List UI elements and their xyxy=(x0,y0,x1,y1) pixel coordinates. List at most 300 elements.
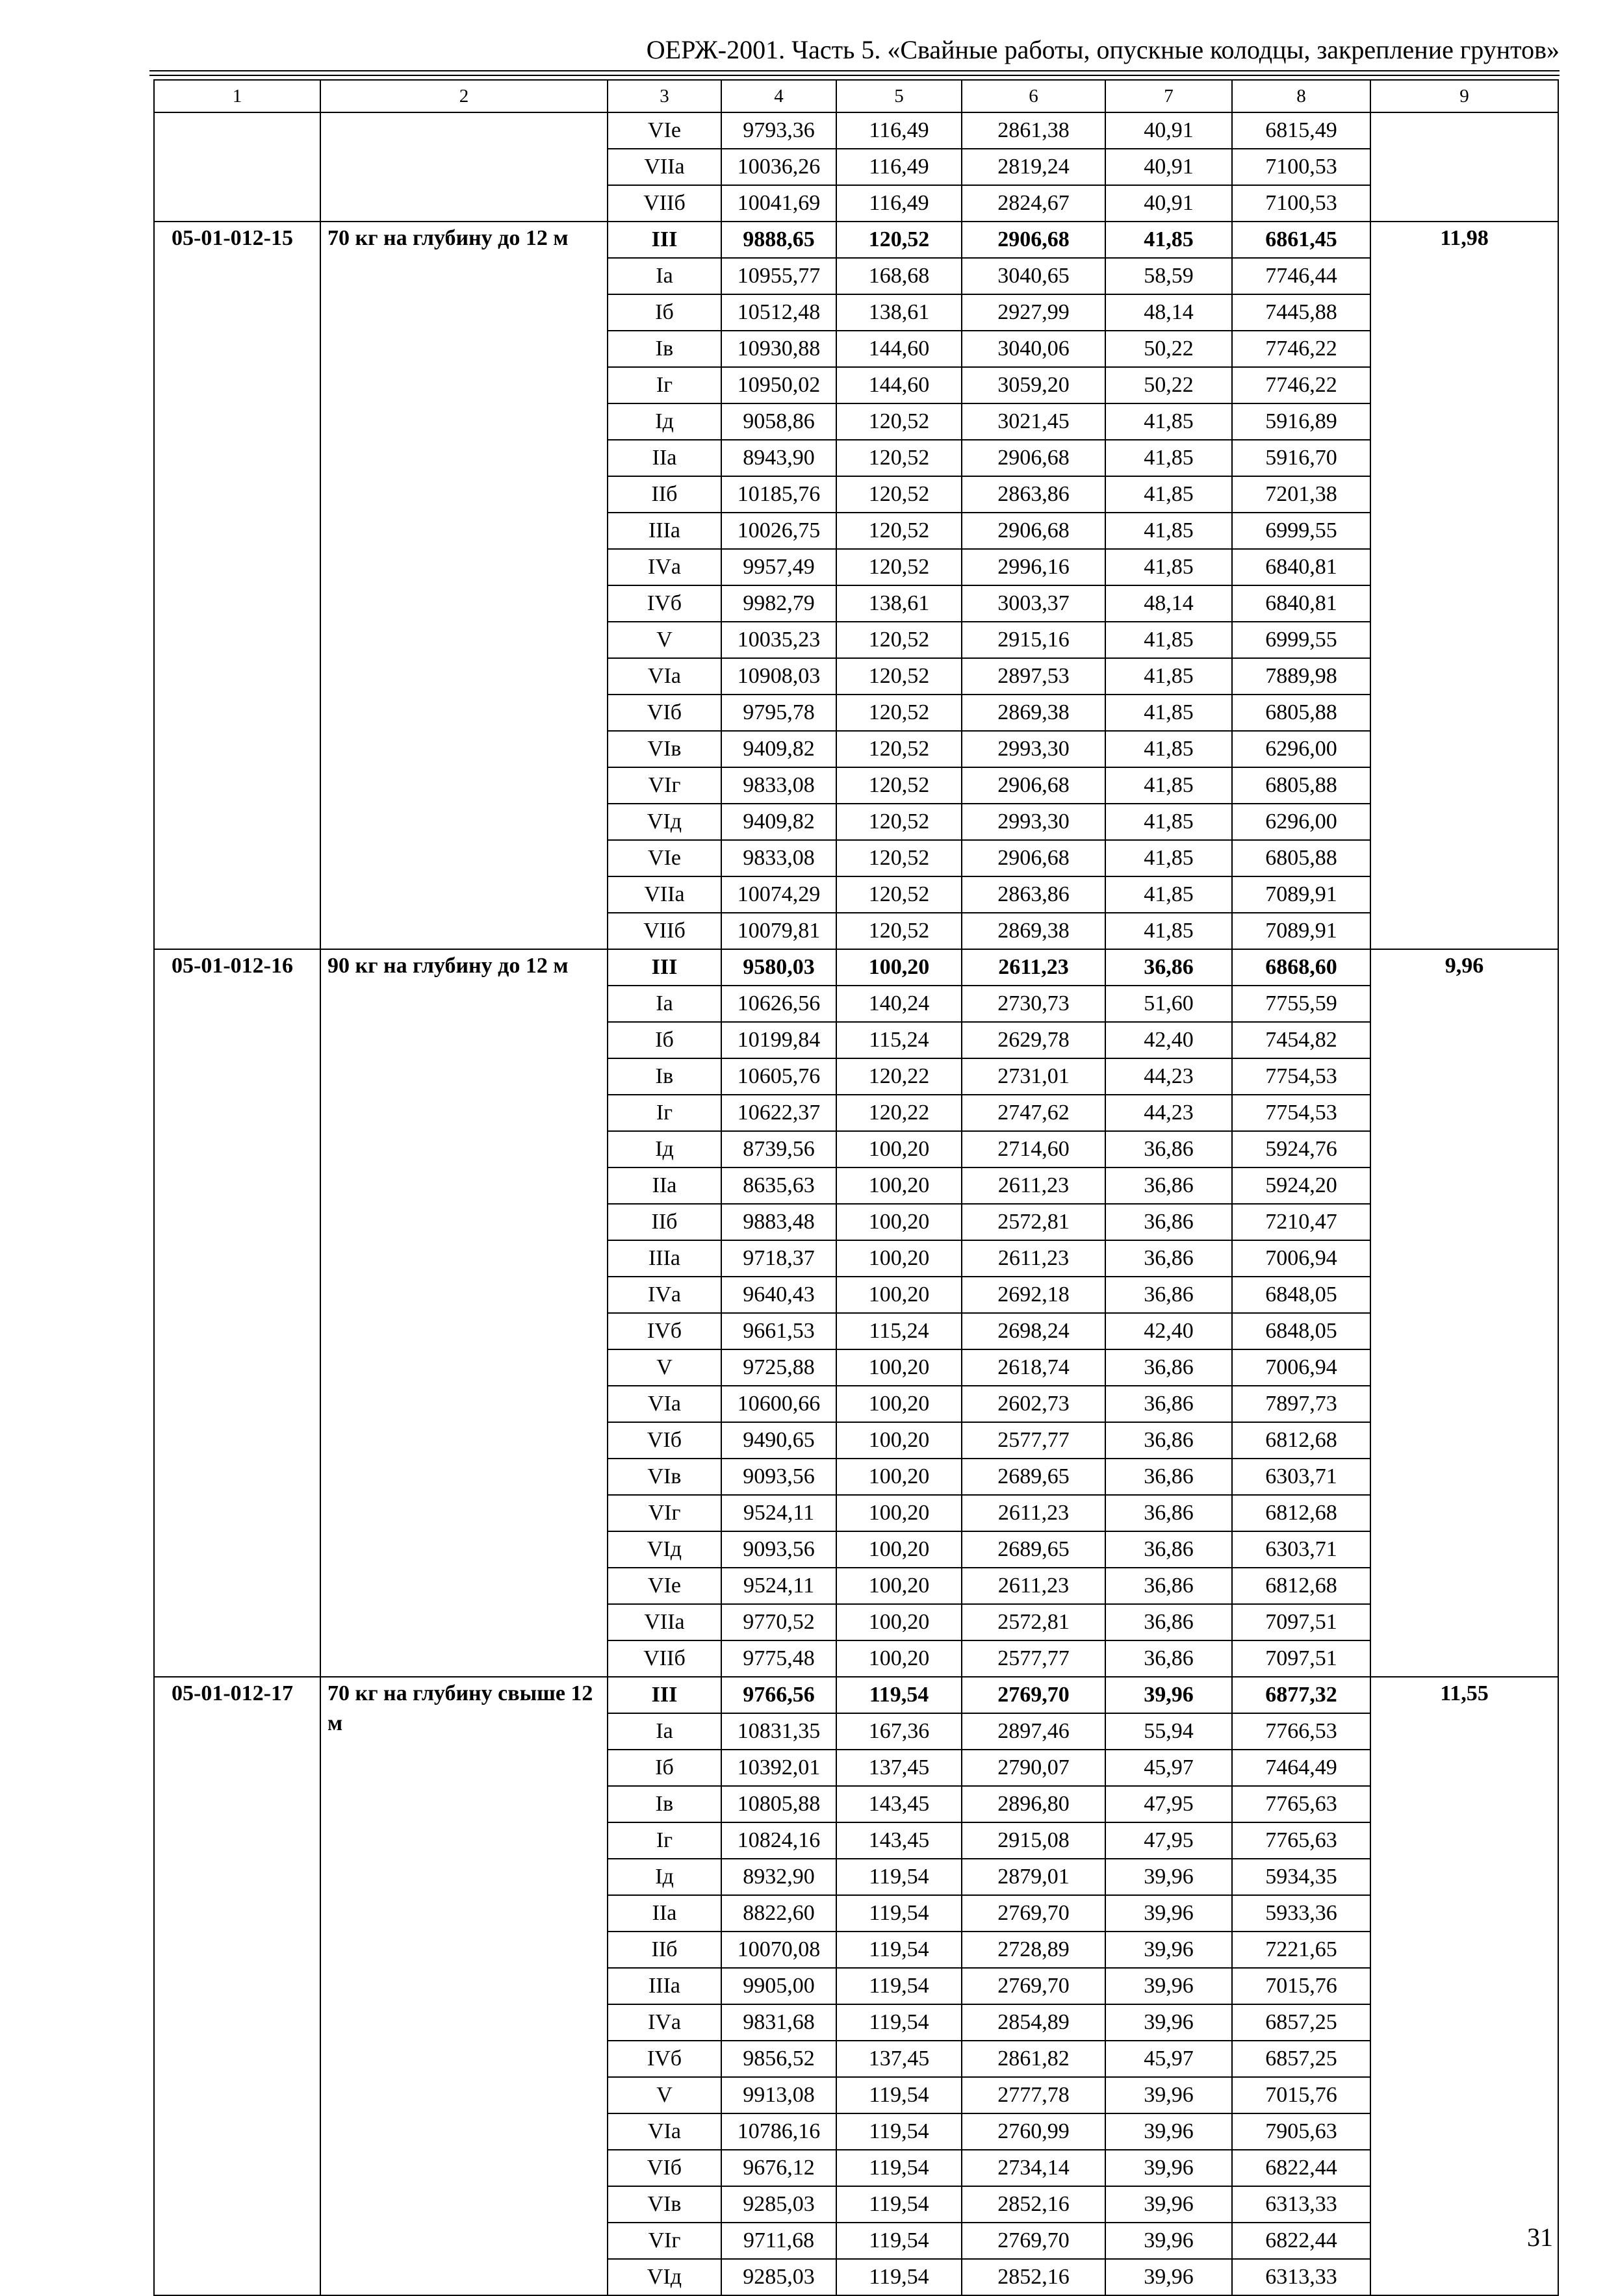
operator-wages-cell: 41,85 xyxy=(1105,695,1232,731)
zone-cell: IIа xyxy=(608,440,721,476)
wages-cell: 119,54 xyxy=(836,2223,962,2259)
wages-cell: 119,54 xyxy=(836,2150,962,2186)
machines-cell: 2897,53 xyxy=(962,658,1105,695)
operator-wages-cell: 41,85 xyxy=(1105,549,1232,585)
machines-cell: 2769,70 xyxy=(962,1677,1105,1713)
wages-cell: 119,54 xyxy=(836,1895,962,1932)
wages-cell: 100,20 xyxy=(836,1240,962,1277)
rate-description: 70 кг на глубину свыше 12 м xyxy=(320,1677,608,2295)
wages-cell: 144,60 xyxy=(836,331,962,367)
machines-cell: 2629,78 xyxy=(962,1022,1105,1058)
wages-cell: 138,61 xyxy=(836,585,962,622)
machines-cell: 2714,60 xyxy=(962,1131,1105,1167)
total-cost-cell: 9640,43 xyxy=(721,1277,836,1313)
operator-wages-cell: 41,85 xyxy=(1105,731,1232,767)
total-cost-cell: 10950,02 xyxy=(721,367,836,403)
zone-cell: Iд xyxy=(608,403,721,440)
wages-cell: 100,20 xyxy=(836,1422,962,1459)
machines-cell: 2906,68 xyxy=(962,840,1105,876)
wages-cell: 120,52 xyxy=(836,658,962,695)
zone-cell: Iг xyxy=(608,1822,721,1859)
machines-cell: 2572,81 xyxy=(962,1604,1105,1640)
zone-cell: VIб xyxy=(608,695,721,731)
wages-cell: 120,52 xyxy=(836,695,962,731)
zone-cell: VIе xyxy=(608,840,721,876)
column-number: 2 xyxy=(320,80,608,112)
total-cost-cell: 9913,08 xyxy=(721,2077,836,2113)
machines-cell: 2769,70 xyxy=(962,1895,1105,1932)
machines-cell: 2611,23 xyxy=(962,1568,1105,1604)
materials-cell: 6296,00 xyxy=(1232,731,1370,767)
zone-cell: Iд xyxy=(608,1131,721,1167)
zone-cell: Iв xyxy=(608,1786,721,1822)
operator-wages-cell: 36,86 xyxy=(1105,1422,1232,1459)
materials-cell: 7100,53 xyxy=(1232,149,1370,185)
wages-cell: 100,20 xyxy=(836,1277,962,1313)
wages-cell: 116,49 xyxy=(836,185,962,222)
operator-wages-cell: 36,86 xyxy=(1105,1349,1232,1386)
total-cost-cell: 8822,60 xyxy=(721,1895,836,1932)
total-cost-cell: 9285,03 xyxy=(721,2259,836,2295)
wages-cell: 119,54 xyxy=(836,2186,962,2223)
page-number: 31 xyxy=(1527,2223,1553,2252)
total-cost-cell: 9580,03 xyxy=(721,949,836,986)
total-cost-cell: 9661,53 xyxy=(721,1313,836,1349)
wages-cell: 100,20 xyxy=(836,1386,962,1422)
total-cost-cell: 9888,65 xyxy=(721,222,836,258)
zone-cell: VIе xyxy=(608,112,721,149)
machines-cell: 2897,46 xyxy=(962,1713,1105,1750)
total-cost-cell: 9856,52 xyxy=(721,2041,836,2077)
total-cost-cell: 9524,11 xyxy=(721,1495,836,1531)
materials-cell: 6812,68 xyxy=(1232,1568,1370,1604)
materials-cell: 5934,35 xyxy=(1232,1859,1370,1895)
zone-cell: Iв xyxy=(608,331,721,367)
materials-cell: 7201,38 xyxy=(1232,476,1370,513)
machines-cell: 2769,70 xyxy=(962,1968,1105,2004)
wages-cell: 120,52 xyxy=(836,622,962,658)
machines-cell: 2819,24 xyxy=(962,149,1105,185)
zone-cell: V xyxy=(608,622,721,658)
column-number: 8 xyxy=(1232,80,1370,112)
materials-cell: 6313,33 xyxy=(1232,2259,1370,2295)
rate-description: 70 кг на глубину до 12 м xyxy=(320,222,608,949)
labor-index xyxy=(1370,112,1558,222)
wages-cell: 137,45 xyxy=(836,1750,962,1786)
wages-cell: 120,52 xyxy=(836,840,962,876)
total-cost-cell: 9883,48 xyxy=(721,1204,836,1240)
total-cost-cell: 9058,86 xyxy=(721,403,836,440)
operator-wages-cell: 44,23 xyxy=(1105,1095,1232,1131)
machines-cell: 2769,70 xyxy=(962,2223,1105,2259)
total-cost-cell: 10079,81 xyxy=(721,913,836,949)
materials-cell: 7905,63 xyxy=(1232,2113,1370,2150)
total-cost-cell: 10041,69 xyxy=(721,185,836,222)
operator-wages-cell: 41,85 xyxy=(1105,440,1232,476)
zone-cell: VIIа xyxy=(608,876,721,913)
zone-cell: VIа xyxy=(608,2113,721,2150)
total-cost-cell: 10074,29 xyxy=(721,876,836,913)
operator-wages-cell: 39,96 xyxy=(1105,2004,1232,2041)
machines-cell: 2790,07 xyxy=(962,1750,1105,1786)
materials-cell: 7464,49 xyxy=(1232,1750,1370,1786)
machines-cell: 2734,14 xyxy=(962,2150,1105,2186)
zone-cell: VIIб xyxy=(608,185,721,222)
total-cost-cell: 10026,75 xyxy=(721,513,836,549)
machines-cell: 2689,65 xyxy=(962,1459,1105,1495)
wages-cell: 120,52 xyxy=(836,403,962,440)
materials-cell: 7765,63 xyxy=(1232,1786,1370,1822)
machines-cell: 2731,01 xyxy=(962,1058,1105,1095)
wages-cell: 140,24 xyxy=(836,986,962,1022)
zone-cell: IVа xyxy=(608,2004,721,2041)
labor-index: 9,96 xyxy=(1370,949,1558,1677)
materials-cell: 7746,44 xyxy=(1232,258,1370,294)
machines-cell: 2602,73 xyxy=(962,1386,1105,1422)
zone-cell: III xyxy=(608,949,721,986)
materials-cell: 6857,25 xyxy=(1232,2041,1370,2077)
materials-cell: 6840,81 xyxy=(1232,549,1370,585)
wages-cell: 119,54 xyxy=(836,2077,962,2113)
wages-cell: 119,54 xyxy=(836,2113,962,2150)
machines-cell: 2728,89 xyxy=(962,1932,1105,1968)
labor-index: 11,55 xyxy=(1370,1677,1558,2295)
column-number: 4 xyxy=(721,80,836,112)
operator-wages-cell: 39,96 xyxy=(1105,1677,1232,1713)
column-number-row xyxy=(154,80,1558,112)
wages-cell: 144,60 xyxy=(836,367,962,403)
wages-cell: 120,52 xyxy=(836,549,962,585)
operator-wages-cell: 39,96 xyxy=(1105,2259,1232,2295)
operator-wages-cell: 41,85 xyxy=(1105,403,1232,440)
zone-cell: IIа xyxy=(608,1167,721,1204)
total-cost-cell: 9409,82 xyxy=(721,804,836,840)
zone-cell: IIIа xyxy=(608,1240,721,1277)
operator-wages-cell: 36,86 xyxy=(1105,1240,1232,1277)
wages-cell: 119,54 xyxy=(836,2004,962,2041)
machines-cell: 2906,68 xyxy=(962,767,1105,804)
operator-wages-cell: 36,86 xyxy=(1105,1167,1232,1204)
wages-cell: 100,20 xyxy=(836,1459,962,1495)
rate-code: 05-01-012-15 xyxy=(154,222,320,949)
operator-wages-cell: 42,40 xyxy=(1105,1313,1232,1349)
operator-wages-cell: 36,86 xyxy=(1105,1495,1232,1531)
wages-cell: 120,52 xyxy=(836,513,962,549)
materials-cell: 7889,98 xyxy=(1232,658,1370,695)
total-cost-cell: 9770,52 xyxy=(721,1604,836,1640)
materials-cell: 5916,89 xyxy=(1232,403,1370,440)
materials-cell: 7097,51 xyxy=(1232,1604,1370,1640)
wages-cell: 100,20 xyxy=(836,1604,962,1640)
zone-cell: VIе xyxy=(608,1568,721,1604)
total-cost-cell: 10600,66 xyxy=(721,1386,836,1422)
machines-cell: 2896,80 xyxy=(962,1786,1105,1822)
total-cost-cell: 9833,08 xyxy=(721,767,836,804)
machines-cell: 2854,89 xyxy=(962,2004,1105,2041)
materials-cell: 5916,70 xyxy=(1232,440,1370,476)
materials-cell: 6812,68 xyxy=(1232,1495,1370,1531)
operator-wages-cell: 36,86 xyxy=(1105,949,1232,986)
wages-cell: 119,54 xyxy=(836,1677,962,1713)
machines-cell: 2577,77 xyxy=(962,1422,1105,1459)
wages-cell: 138,61 xyxy=(836,294,962,331)
total-cost-cell: 9793,36 xyxy=(721,112,836,149)
wages-cell: 116,49 xyxy=(836,149,962,185)
wages-cell: 119,54 xyxy=(836,1859,962,1895)
page-header: ОЕРЖ-2001. Часть 5. «Свайные работы, опускные колодцы, закрепление грунтов» xyxy=(646,35,1560,64)
materials-cell: 6313,33 xyxy=(1232,2186,1370,2223)
zone-cell: Iа xyxy=(608,258,721,294)
materials-cell: 7006,94 xyxy=(1232,1240,1370,1277)
materials-cell: 6805,88 xyxy=(1232,767,1370,804)
machines-cell: 2777,78 xyxy=(962,2077,1105,2113)
operator-wages-cell: 36,86 xyxy=(1105,1568,1232,1604)
rates-table xyxy=(153,79,1559,2296)
operator-wages-cell: 55,94 xyxy=(1105,1713,1232,1750)
materials-cell: 7766,53 xyxy=(1232,1713,1370,1750)
machines-cell: 2611,23 xyxy=(962,949,1105,986)
zone-cell: IVб xyxy=(608,1313,721,1349)
total-cost-cell: 10036,26 xyxy=(721,149,836,185)
machines-cell: 2730,73 xyxy=(962,986,1105,1022)
table-row xyxy=(154,112,1558,149)
total-cost-cell: 10605,76 xyxy=(721,1058,836,1095)
operator-wages-cell: 36,86 xyxy=(1105,1604,1232,1640)
rate-code xyxy=(154,112,320,222)
operator-wages-cell: 40,91 xyxy=(1105,149,1232,185)
operator-wages-cell: 42,40 xyxy=(1105,1022,1232,1058)
machines-cell: 2760,99 xyxy=(962,2113,1105,2150)
materials-cell: 5924,20 xyxy=(1232,1167,1370,1204)
wages-cell: 100,20 xyxy=(836,1568,962,1604)
total-cost-cell: 9831,68 xyxy=(721,2004,836,2041)
total-cost-cell: 10035,23 xyxy=(721,622,836,658)
total-cost-cell: 9711,68 xyxy=(721,2223,836,2259)
wages-cell: 120,52 xyxy=(836,767,962,804)
materials-cell: 7006,94 xyxy=(1232,1349,1370,1386)
materials-cell: 7445,88 xyxy=(1232,294,1370,331)
machines-cell: 2993,30 xyxy=(962,804,1105,840)
wages-cell: 115,24 xyxy=(836,1313,962,1349)
zone-cell: Iб xyxy=(608,1022,721,1058)
zone-cell: IVа xyxy=(608,549,721,585)
machines-cell: 2915,08 xyxy=(962,1822,1105,1859)
operator-wages-cell: 41,85 xyxy=(1105,222,1232,258)
machines-cell: 2879,01 xyxy=(962,1859,1105,1895)
total-cost-cell: 9093,56 xyxy=(721,1459,836,1495)
wages-cell: 120,52 xyxy=(836,731,962,767)
machines-cell: 3021,45 xyxy=(962,403,1105,440)
zone-cell: IIб xyxy=(608,1932,721,1968)
machines-cell: 2852,16 xyxy=(962,2186,1105,2223)
total-cost-cell: 9409,82 xyxy=(721,731,836,767)
materials-cell: 7015,76 xyxy=(1232,1968,1370,2004)
total-cost-cell: 9795,78 xyxy=(721,695,836,731)
operator-wages-cell: 36,86 xyxy=(1105,1131,1232,1167)
wages-cell: 115,24 xyxy=(836,1022,962,1058)
materials-cell: 6815,49 xyxy=(1232,112,1370,149)
total-cost-cell: 9957,49 xyxy=(721,549,836,585)
materials-cell: 7089,91 xyxy=(1232,913,1370,949)
wages-cell: 167,36 xyxy=(836,1713,962,1750)
materials-cell: 7746,22 xyxy=(1232,331,1370,367)
zone-cell: IIIа xyxy=(608,513,721,549)
zone-cell: Iа xyxy=(608,986,721,1022)
materials-cell: 7454,82 xyxy=(1232,1022,1370,1058)
machines-cell: 2993,30 xyxy=(962,731,1105,767)
materials-cell: 6840,81 xyxy=(1232,585,1370,622)
column-number: 6 xyxy=(962,80,1105,112)
machines-cell: 2747,62 xyxy=(962,1095,1105,1131)
machines-cell: 2698,24 xyxy=(962,1313,1105,1349)
materials-cell: 7100,53 xyxy=(1232,185,1370,222)
wages-cell: 168,68 xyxy=(836,258,962,294)
operator-wages-cell: 41,85 xyxy=(1105,513,1232,549)
materials-cell: 6877,32 xyxy=(1232,1677,1370,1713)
zone-cell: IIб xyxy=(608,1204,721,1240)
materials-cell: 6999,55 xyxy=(1232,513,1370,549)
rate-code: 05-01-012-17 xyxy=(154,1677,320,2295)
machines-cell: 2611,23 xyxy=(962,1240,1105,1277)
total-cost-cell: 10831,35 xyxy=(721,1713,836,1750)
materials-cell: 6805,88 xyxy=(1232,695,1370,731)
zone-cell: VIIб xyxy=(608,1640,721,1677)
zone-cell: VIв xyxy=(608,731,721,767)
zone-cell: VIд xyxy=(608,2259,721,2295)
zone-cell: V xyxy=(608,1349,721,1386)
header-rule-second xyxy=(149,75,1560,76)
materials-cell: 7089,91 xyxy=(1232,876,1370,913)
zone-cell: III xyxy=(608,1677,721,1713)
zone-cell: IIIа xyxy=(608,1968,721,2004)
materials-cell: 6999,55 xyxy=(1232,622,1370,658)
machines-cell: 2861,38 xyxy=(962,112,1105,149)
zone-cell: VIб xyxy=(608,1422,721,1459)
zone-cell: VIг xyxy=(608,1495,721,1531)
zone-cell: VIа xyxy=(608,1386,721,1422)
operator-wages-cell: 50,22 xyxy=(1105,367,1232,403)
total-cost-cell: 10626,56 xyxy=(721,986,836,1022)
total-cost-cell: 8635,63 xyxy=(721,1167,836,1204)
machines-cell: 2572,81 xyxy=(962,1204,1105,1240)
machines-cell: 2996,16 xyxy=(962,549,1105,585)
table-row xyxy=(154,1677,1558,1713)
zone-cell: VIд xyxy=(608,804,721,840)
machines-cell: 2906,68 xyxy=(962,440,1105,476)
zone-cell: IVа xyxy=(608,1277,721,1313)
total-cost-cell: 10392,01 xyxy=(721,1750,836,1786)
operator-wages-cell: 58,59 xyxy=(1105,258,1232,294)
operator-wages-cell: 36,86 xyxy=(1105,1204,1232,1240)
materials-cell: 6805,88 xyxy=(1232,840,1370,876)
total-cost-cell: 9285,03 xyxy=(721,2186,836,2223)
materials-cell: 7221,65 xyxy=(1232,1932,1370,1968)
machines-cell: 2577,77 xyxy=(962,1640,1105,1677)
table-body xyxy=(154,112,1558,2295)
materials-cell: 5924,76 xyxy=(1232,1131,1370,1167)
wages-cell: 120,52 xyxy=(836,804,962,840)
total-cost-cell: 10199,84 xyxy=(721,1022,836,1058)
total-cost-cell: 10070,08 xyxy=(721,1932,836,1968)
operator-wages-cell: 39,96 xyxy=(1105,2186,1232,2223)
machines-cell: 2915,16 xyxy=(962,622,1105,658)
zone-cell: Iв xyxy=(608,1058,721,1095)
total-cost-cell: 10622,37 xyxy=(721,1095,836,1131)
wages-cell: 120,52 xyxy=(836,913,962,949)
table-row xyxy=(154,949,1558,986)
machines-cell: 2692,18 xyxy=(962,1277,1105,1313)
operator-wages-cell: 41,85 xyxy=(1105,767,1232,804)
materials-cell: 6848,05 xyxy=(1232,1277,1370,1313)
machines-cell: 2861,82 xyxy=(962,2041,1105,2077)
wages-cell: 100,20 xyxy=(836,1204,962,1240)
total-cost-cell: 9676,12 xyxy=(721,2150,836,2186)
machines-cell: 2611,23 xyxy=(962,1167,1105,1204)
total-cost-cell: 8932,90 xyxy=(721,1859,836,1895)
zone-cell: Iд xyxy=(608,1859,721,1895)
total-cost-cell: 9725,88 xyxy=(721,1349,836,1386)
zone-cell: IVб xyxy=(608,585,721,622)
operator-wages-cell: 47,95 xyxy=(1105,1786,1232,1822)
operator-wages-cell: 40,91 xyxy=(1105,185,1232,222)
zone-cell: VIб xyxy=(608,2150,721,2186)
operator-wages-cell: 41,85 xyxy=(1105,876,1232,913)
zone-cell: VIа xyxy=(608,658,721,695)
operator-wages-cell: 41,85 xyxy=(1105,476,1232,513)
wages-cell: 100,20 xyxy=(836,949,962,986)
materials-cell: 6861,45 xyxy=(1232,222,1370,258)
machines-cell: 2906,68 xyxy=(962,222,1105,258)
materials-cell: 6812,68 xyxy=(1232,1422,1370,1459)
operator-wages-cell: 36,86 xyxy=(1105,1459,1232,1495)
total-cost-cell: 10908,03 xyxy=(721,658,836,695)
wages-cell: 119,54 xyxy=(836,1968,962,2004)
operator-wages-cell: 39,96 xyxy=(1105,2150,1232,2186)
operator-wages-cell: 36,86 xyxy=(1105,1386,1232,1422)
operator-wages-cell: 45,97 xyxy=(1105,1750,1232,1786)
zone-cell: Iа xyxy=(608,1713,721,1750)
operator-wages-cell: 41,85 xyxy=(1105,840,1232,876)
total-cost-cell: 9775,48 xyxy=(721,1640,836,1677)
operator-wages-cell: 39,96 xyxy=(1105,1859,1232,1895)
wages-cell: 100,20 xyxy=(836,1495,962,1531)
rate-description xyxy=(320,112,608,222)
machines-cell: 3059,20 xyxy=(962,367,1105,403)
materials-cell: 6822,44 xyxy=(1232,2150,1370,2186)
zone-cell: VIв xyxy=(608,2186,721,2223)
machines-cell: 2852,16 xyxy=(962,2259,1105,2295)
operator-wages-cell: 51,60 xyxy=(1105,986,1232,1022)
machines-cell: 2869,38 xyxy=(962,695,1105,731)
wages-cell: 143,45 xyxy=(836,1786,962,1822)
total-cost-cell: 9833,08 xyxy=(721,840,836,876)
wages-cell: 120,52 xyxy=(836,476,962,513)
machines-cell: 2618,74 xyxy=(962,1349,1105,1386)
materials-cell: 7897,73 xyxy=(1232,1386,1370,1422)
total-cost-cell: 9718,37 xyxy=(721,1240,836,1277)
operator-wages-cell: 39,96 xyxy=(1105,1932,1232,1968)
zone-cell: VIд xyxy=(608,1531,721,1568)
materials-cell: 7097,51 xyxy=(1232,1640,1370,1677)
table-row xyxy=(154,222,1558,258)
wages-cell: 120,52 xyxy=(836,876,962,913)
rate-description: 90 кг на глубину до 12 м xyxy=(320,949,608,1677)
column-number: 7 xyxy=(1105,80,1232,112)
total-cost-cell: 10185,76 xyxy=(721,476,836,513)
zone-cell: V xyxy=(608,2077,721,2113)
machines-cell: 3040,06 xyxy=(962,331,1105,367)
total-cost-cell: 9982,79 xyxy=(721,585,836,622)
